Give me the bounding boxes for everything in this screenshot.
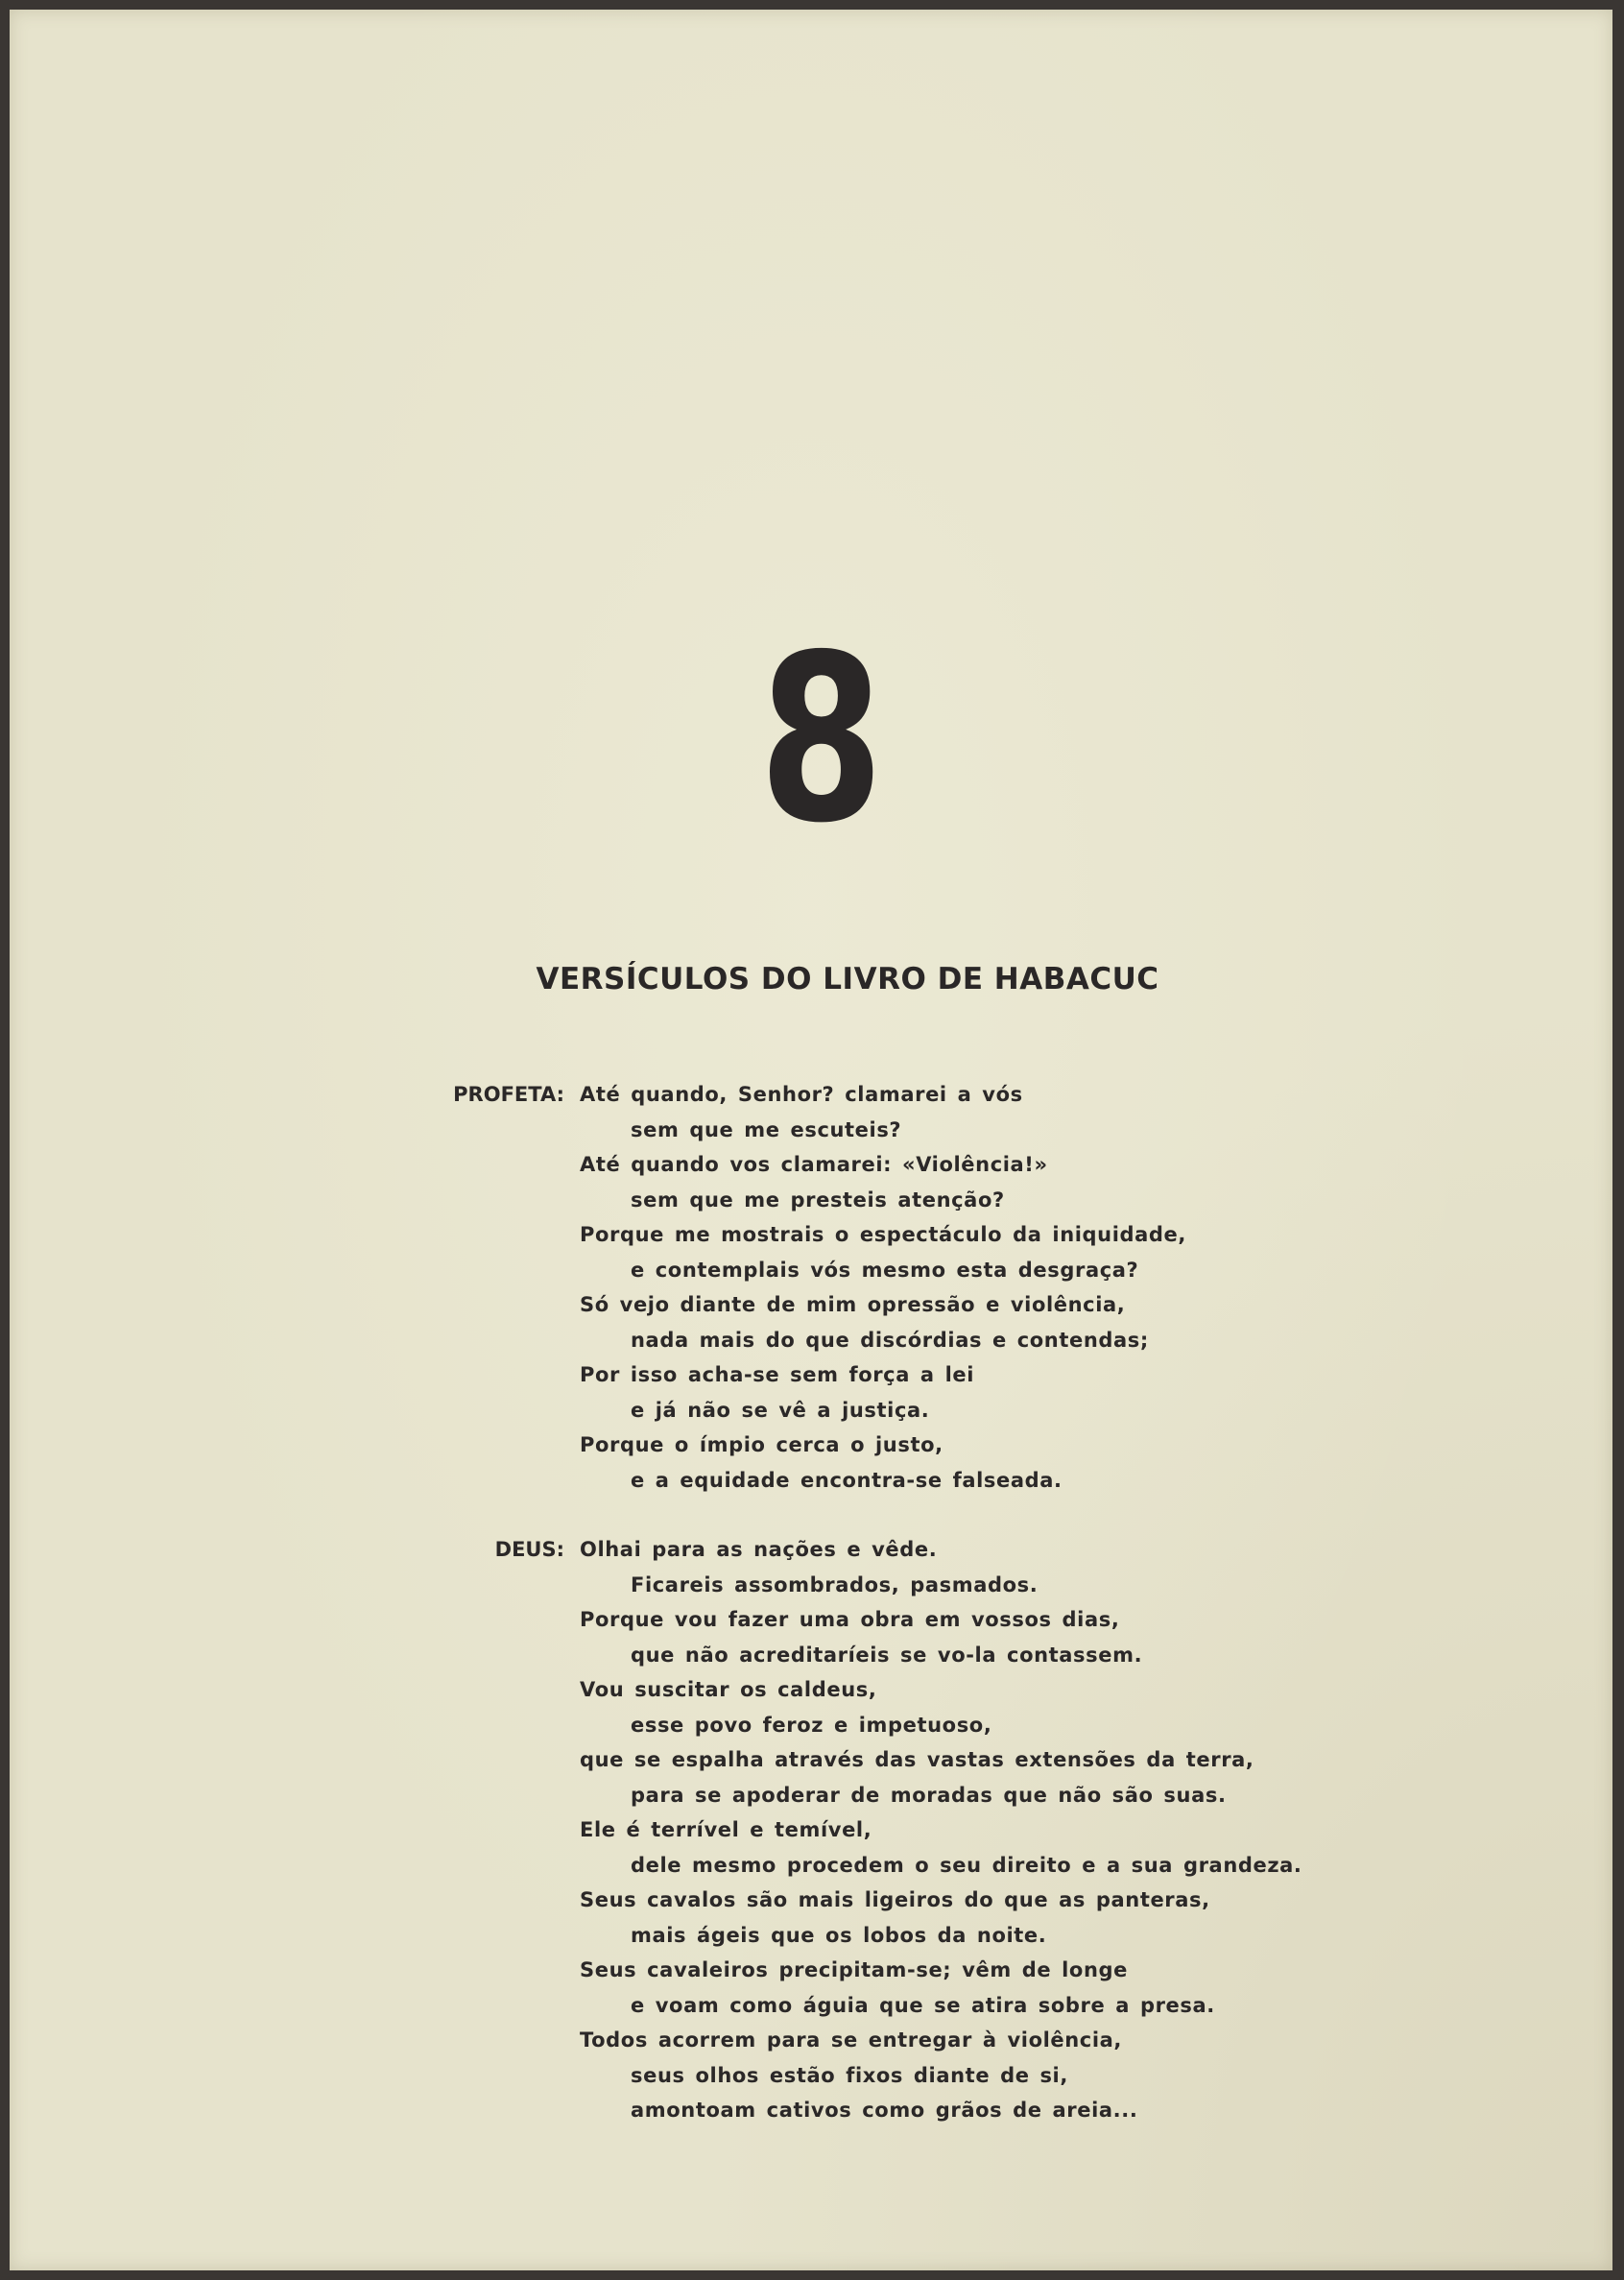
- verse-line: Porque o ímpio cerca o justo,: [580, 1433, 943, 1456]
- verse-line: nada mais do que discórdias e contendas;: [631, 1328, 1149, 1352]
- verse-line: Por isso acha-se sem força a lei: [580, 1363, 975, 1386]
- verse-line: que se espalha através das vastas extensões da terra,: [580, 1748, 1254, 1771]
- verse-line: dele mesmo procedem o seu direito e a sua grandeza.: [631, 1853, 1302, 1877]
- section-heading: VERSÍCULOS DO LIVRO DE HABACUC: [536, 962, 1159, 996]
- verse-line: e contemplais vós mesmo esta desgraça?: [631, 1258, 1139, 1282]
- verse-line: Olhai para as nações e vêde.: [580, 1538, 938, 1561]
- verse-line: e a equidade encontra-se falseada.: [631, 1468, 1063, 1492]
- verse-line: Vou suscitar os caldeus,: [580, 1678, 877, 1701]
- verse-line: Até quando vos clamarei: «Violência!»: [580, 1153, 1048, 1176]
- verse-line: que não acreditaríeis se vo-la contassem.: [631, 1643, 1143, 1667]
- verse-line: Porque me mostrais o espectáculo da iniquidade,: [580, 1223, 1186, 1246]
- verse-line: seus olhos estão fixos diante de si,: [631, 2063, 1068, 2087]
- verse-line: Porque vou fazer uma obra em vossos dias,: [580, 1608, 1120, 1631]
- verse-line: esse povo feroz e impetuoso,: [631, 1713, 992, 1737]
- verse-line: sem que me escuteis?: [631, 1117, 902, 1141]
- verse-line: e voam como águia que se atira sobre a presa.: [631, 1993, 1215, 2017]
- speaker-label: DEUS:: [494, 1538, 564, 1561]
- verse-line: Até quando, Senhor? clamarei a vós: [580, 1083, 1023, 1106]
- verse-line: e já não se vê a justiça.: [631, 1398, 930, 1422]
- verse-line: para se apoderar de moradas que não são suas.: [631, 1783, 1227, 1807]
- verse-line: Ele é terrível e temível,: [580, 1818, 872, 1841]
- verse-block-deus: [0, 1532, 1624, 2128]
- chapter-number: 8: [758, 605, 881, 874]
- verse-line: sem que me presteis atenção?: [631, 1188, 1005, 1212]
- verse-line: amontoam cativos como grãos de areia...: [631, 2099, 1138, 2122]
- speaker-label: PROFETA:: [453, 1083, 564, 1106]
- verse-line: Todos acorrem para se entregar à violência,: [580, 2028, 1123, 2052]
- verse-block-profeta: [0, 1077, 1624, 1498]
- verse-line: Só vejo diante de mim opressão e violência,: [580, 1293, 1126, 1316]
- verses-container: [0, 1077, 1624, 2128]
- verse-line: mais ágeis que os lobos da noite.: [631, 1923, 1047, 1947]
- verse-line: Seus cavalos são mais ligeiros do que as panteras,: [580, 1888, 1210, 1911]
- verse-line: Seus cavaleiros precipitam-se; vêm de longe: [580, 1958, 1128, 1981]
- verse-line: Ficareis assombrados, pasmados.: [631, 1572, 1039, 1596]
